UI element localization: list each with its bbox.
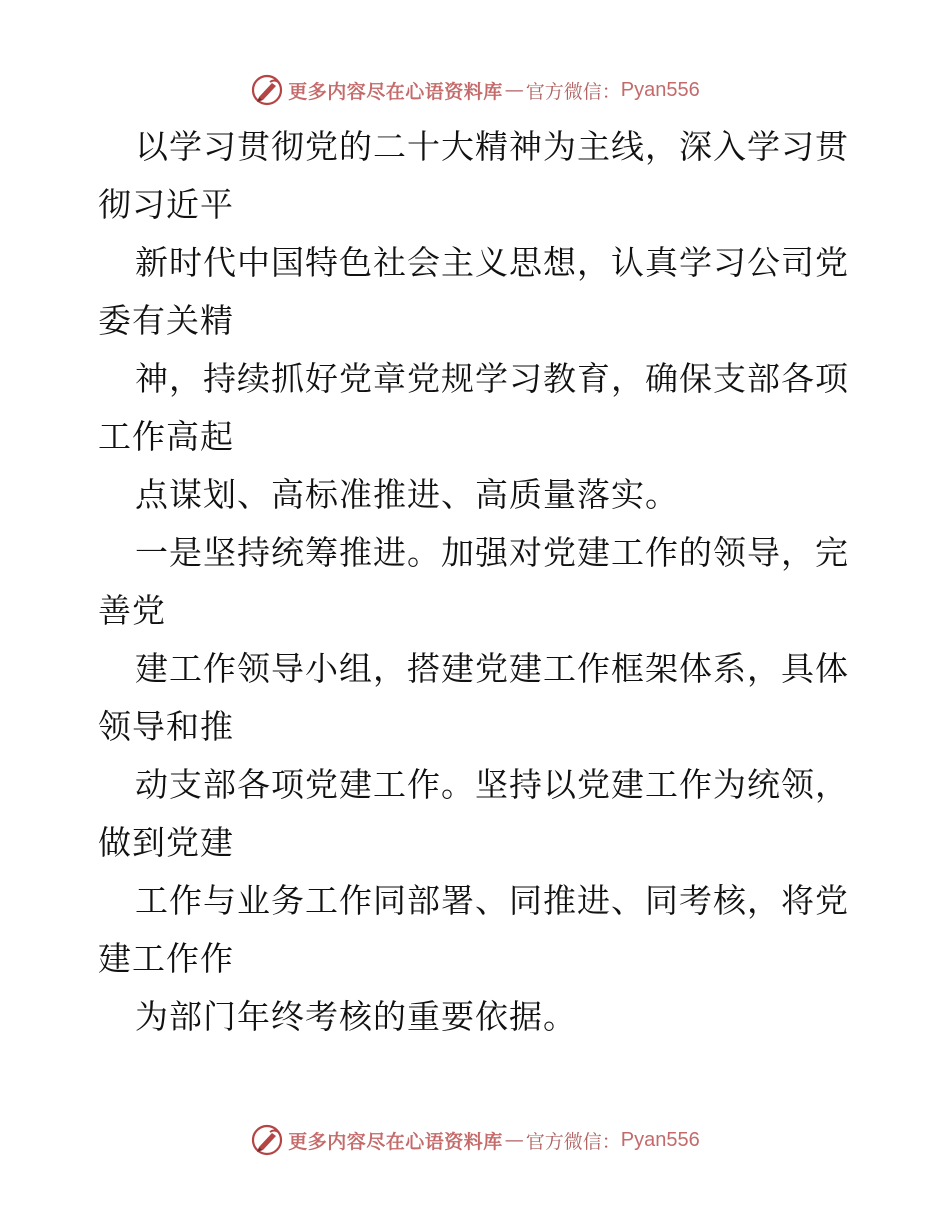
text-line: 以学习贯彻党的二十大精神为主线，深入学习贯 (135, 127, 849, 166)
text-line: 做到党建 (98, 823, 234, 862)
text-line: 彻习近平 (98, 185, 234, 224)
text-line: 新时代中国特色社会主义思想，认真学习公司党 (135, 243, 849, 282)
text-line: 领导和推 (98, 707, 234, 746)
banner-separator: — (504, 79, 524, 101)
banner-separator: — (504, 1129, 524, 1151)
banner-wechat-label: 官方微信 (525, 1130, 602, 1153)
banner-colon: ： (601, 80, 621, 103)
text-line: 神，持续抓好党章党规学习教育，确保支部各项 (135, 359, 849, 398)
text-line: 动支部各项党建工作。坚持以党建工作为统领， (135, 765, 849, 804)
text-line: 工作高起 (98, 417, 234, 456)
text-line: 一是坚持统筹推进。加强对党建工作的领导，完 (135, 533, 849, 572)
banner-colon: ： (601, 1130, 621, 1153)
text-line: 建工作作 (98, 939, 234, 978)
text-line: 工作与业务工作同部署、同推进、同考核，将党 (135, 881, 849, 920)
pen-logo-icon (250, 73, 284, 107)
footer-banner (0, 1120, 950, 1160)
document-body (98, 118, 858, 1046)
text-line: 为部门年终考核的重要依据。 (135, 997, 577, 1036)
text-line: 建工作领导小组，搭建党建工作框架体系，具体 (135, 649, 849, 688)
banner-promo-text: 更多内容尽在心语资料库 (288, 80, 503, 103)
header-banner (0, 70, 950, 110)
banner-wechat-label: 官方微信 (525, 80, 602, 103)
text-line: 委有关精 (98, 301, 234, 340)
banner-wechat-id: Pyan556 (620, 1128, 700, 1151)
banner-promo-text: 更多内容尽在心语资料库 (288, 1130, 503, 1153)
text-line: 善党 (98, 591, 166, 630)
pen-logo-icon (250, 1123, 284, 1157)
banner-wechat-id: Pyan556 (620, 78, 700, 101)
text-line: 点谋划、高标准推进、高质量落实。 (135, 475, 679, 514)
